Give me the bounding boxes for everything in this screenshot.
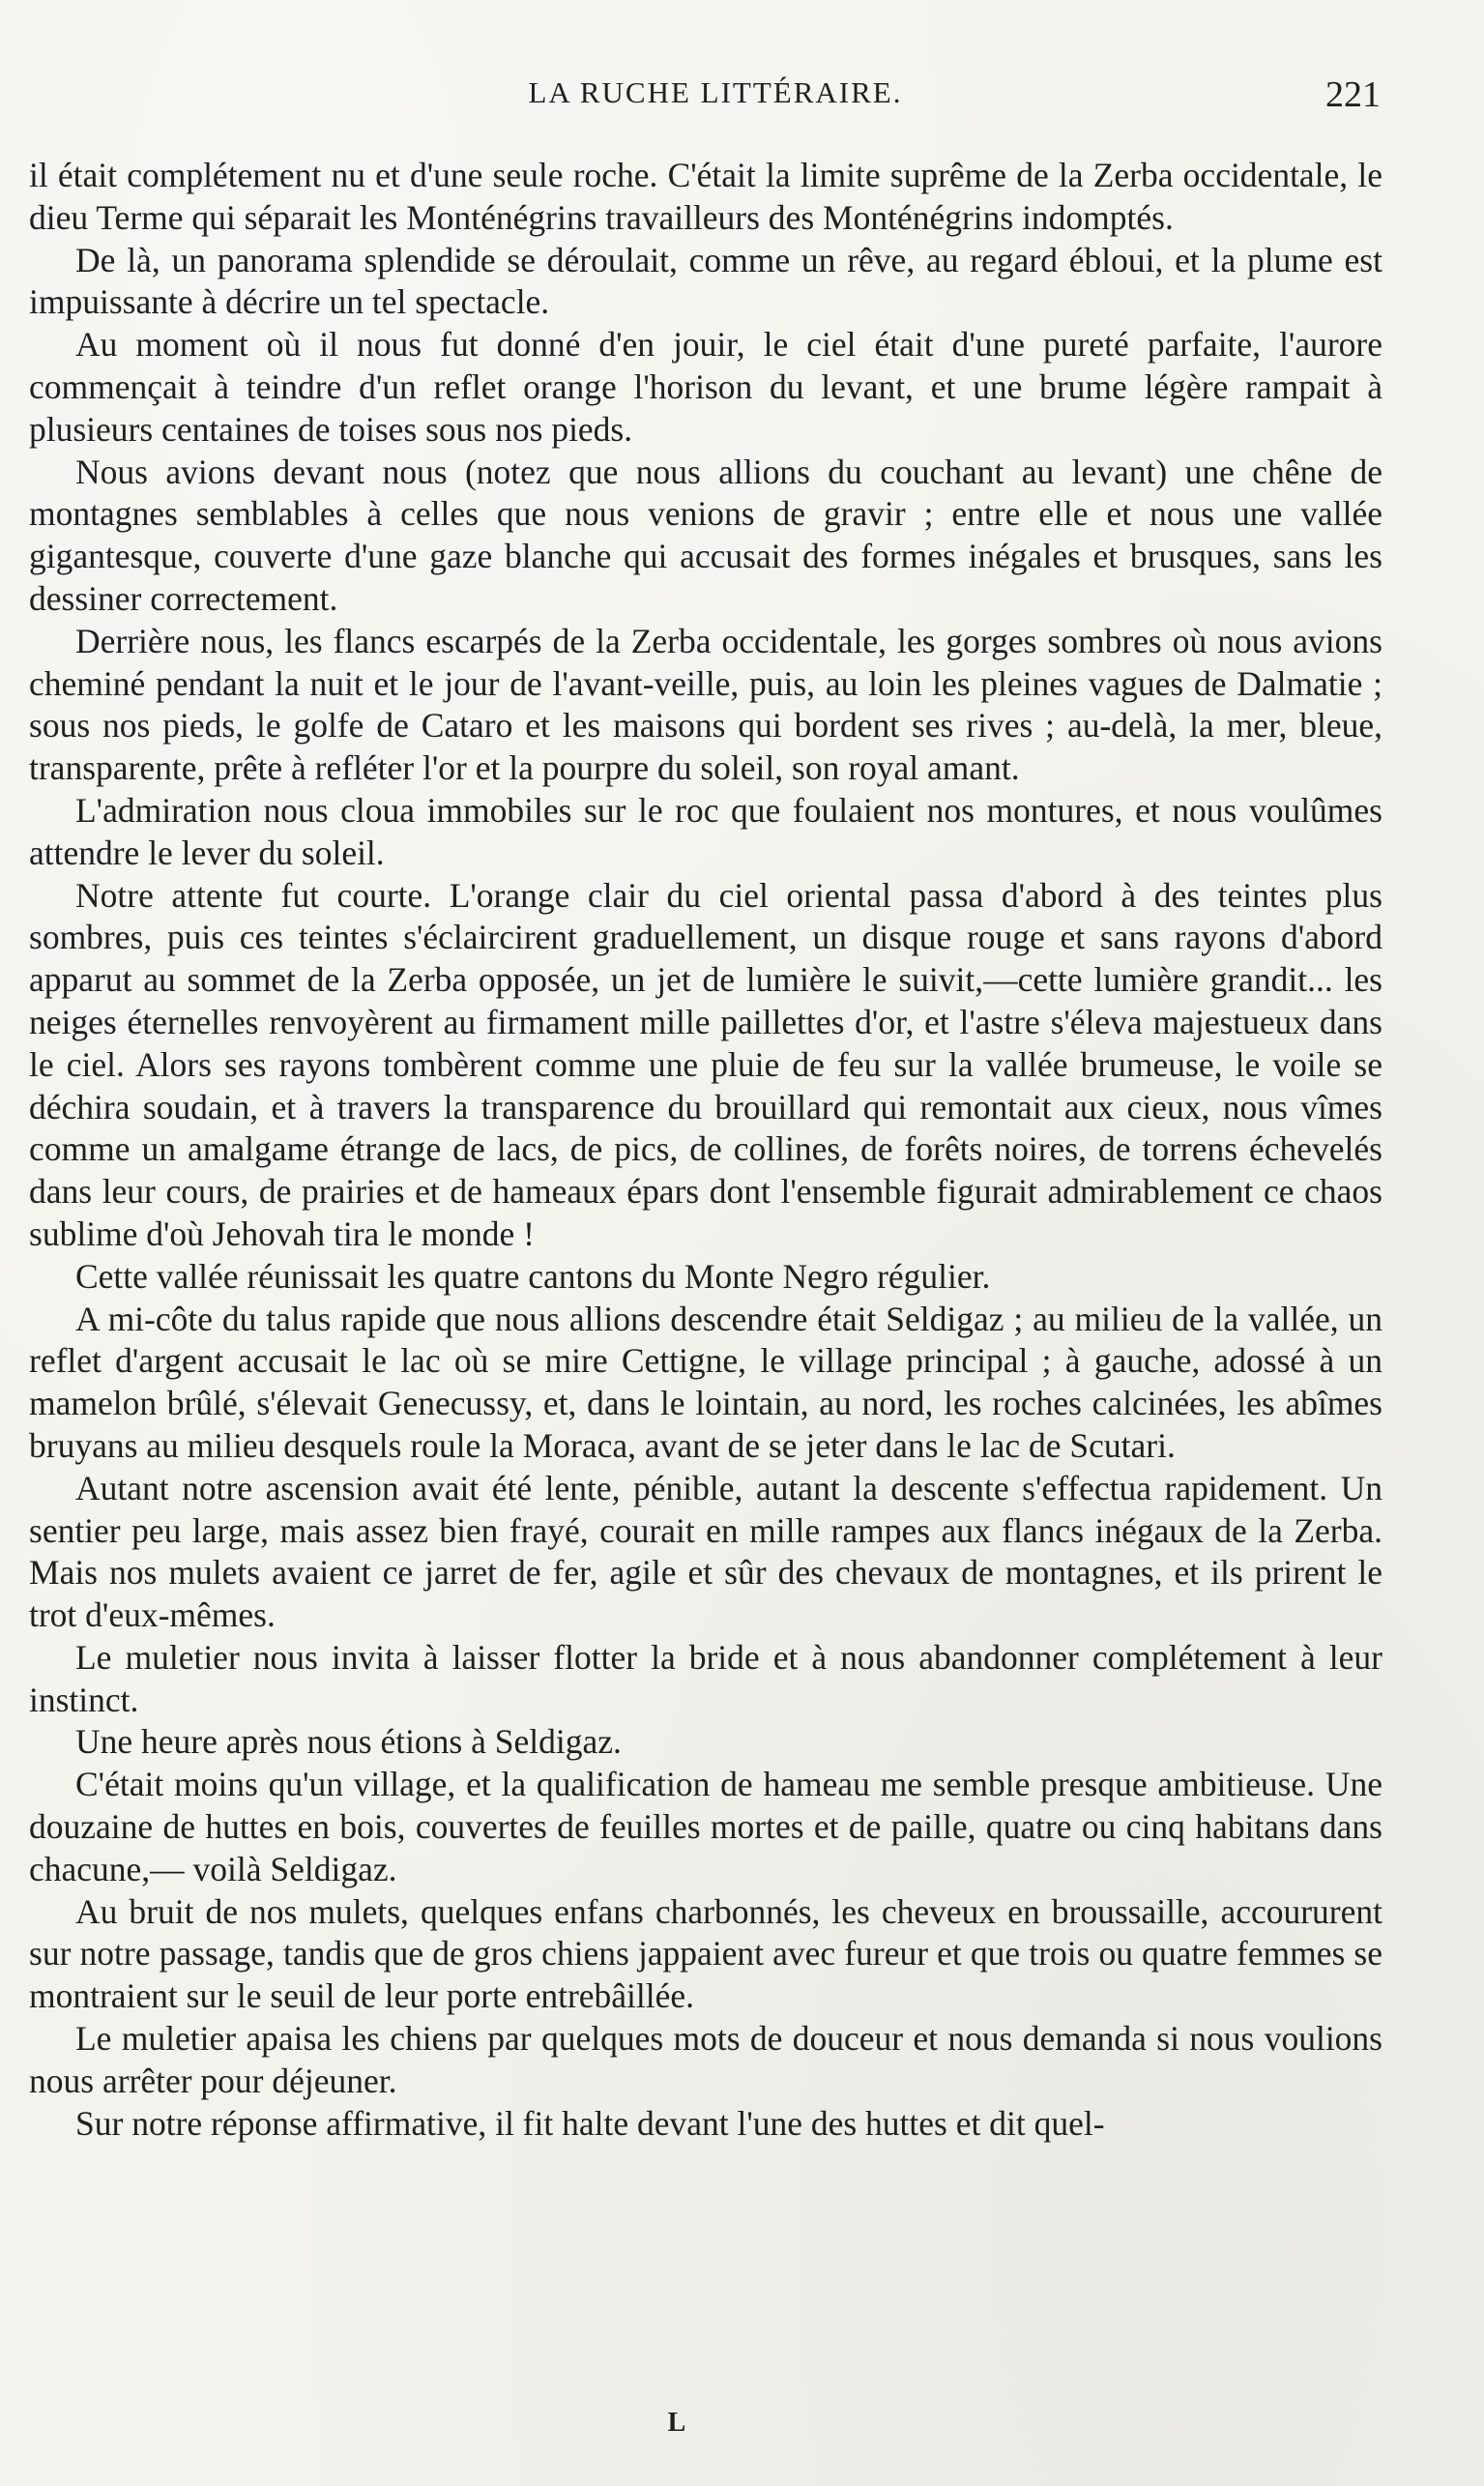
paragraph: il était complétement nu et d'une seule roche. C'était la limite suprême de la Zerba occidentale, le dieu Terme qui séparait les Monténégrins travailleurs des Monténégrins indomptés.	[29, 156, 1382, 237]
paragraph: Derrière nous, les flancs escarpés de la Zerba occidentale, les gorges sombres où nous avions cheminé pendant la nuit et le jour de l'avant-veille, puis, au loin les pleines vagues de Dalmatie ; sous nos pieds, le golfe de Cataro et les maisons qui bordent ses rives ; au-delà, la mer, bleue, transparente, prête à refléter l'or et la pourpre du soleil, son royal amant.	[29, 621, 1382, 788]
paragraph: Cette vallée réunissait les quatre cantons du Monte Negro régulier.	[75, 1256, 991, 1296]
paragraph: Au bruit de nos mulets, quelques enfans charbonnés, les cheveux en broussaille, accoururent sur notre passage, tandis que de gros chiens jappaient avec fureur et que trois ou quatre femmes se montraient sur le seuil de leur porte entrebâillée.	[29, 1891, 1382, 2016]
paragraph: Le muletier apaisa les chiens par quelques mots de douceur et nous demanda si nous voulions nous arrêter pour déjeuner.	[29, 2019, 1382, 2100]
page-header	[39, 75, 1392, 124]
signature-mark: L	[667, 2408, 686, 2438]
page-number: 221	[1325, 74, 1381, 115]
paragraph: De là, un panorama splendide se déroulait, comme un rêve, au regard ébloui, et la plume est impuissante à décrire un tel spectacle.	[29, 240, 1382, 322]
running-title: LA RUCHE LITTÉRAIRE.	[528, 75, 903, 109]
paragraph: Sur notre réponse affirmative, il fit halte devant l'une des huttes et dit quel-	[75, 2103, 1105, 2143]
body-text	[29, 155, 1382, 2145]
paragraph: A mi-côte du talus rapide que nous allions descendre était Seldigaz ; au milieu de la vallée, un reflet d'argent accusait le lac où se mire Cettigne, le village principal ; à gauche, adossé à un mamelon brûlé, s'élevait Genecussy, et, dans le lointain, au nord, les roches calcinées, les abîmes bruyans au milieu desquels roule la Moraca, avant de se jeter dans le lac de Scutari.	[29, 1299, 1382, 1465]
paragraph: Au moment où il nous fut donné d'en jouir, le ciel était d'une pureté parfaite, l'aurore commençait à teindre d'un reflet orange l'horison du levant, et une brume légère rampait à plusieurs centaines de toises sous nos pieds.	[29, 325, 1382, 449]
paragraph: Notre attente fut courte. L'orange clair du ciel oriental passa d'abord à des teintes plus sombres, puis ces teintes s'éclaircirent graduellement, un disque rouge et sans rayons d'abord apparut au sommet de la Zerba opposée, un jet de lumière le suivit,—cette lumière grandit... les neiges éternelles renvoyèrent au firmament mille paillettes d'or, et l'astre s'éleva majestueux dans le ciel. Alors ses rayons tombèrent comme une pluie de feu sur la vallée brumeuse, le voile se déchira soudain, et à travers la transparence du brouillard qui remontait aux cieux, nous vîmes comme un amalgame étrange de lacs, de pics, de collines, de forêts noires, de torrens échevelés dans leur cours, de prairies et de hameaux épars dont l'ensemble figurait admirablement ce chaos sublime d'où Jehovah tira le monde !	[29, 875, 1382, 1253]
paragraph: Le muletier nous invita à laisser flotter la bride et à nous abandonner complétement à leur instinct.	[29, 1637, 1382, 1719]
paragraph: Autant notre ascension avait été lente, pénible, autant la descente s'effectua rapidement. Un sentier peu large, mais assez bien frayé, courait en mille rampes aux flancs inégaux de la Zerba. Mais nos mulets avaient ce jarret de fer, agile et sûr des chevaux de montagnes, et ils prirent le trot d'eux-mêmes.	[29, 1468, 1382, 1635]
paragraph: Nous avions devant nous (notez que nous allions du couchant au levant) une chêne de montagnes semblables à celles que nous venions de gravir ; entre elle et nous une vallée gigantesque, couverte d'une gaze blanche qui accusait des formes inégales et brusques, sans les dessiner correctement.	[29, 452, 1382, 618]
paragraph: C'était moins qu'un village, et la qualification de hameau me semble presque ambitieuse. Une douzaine de huttes en bois, couvertes de feuilles mortes et de paille, quatre ou cinq habitans dans chacune,— voilà Seldigaz.	[29, 1765, 1382, 1888]
paragraph: Une heure après nous étions à Seldigaz.	[75, 1722, 622, 1762]
paragraph: L'admiration nous cloua immobiles sur le roc que foulaient nos montures, et nous voulûmes attendre le lever du soleil.	[29, 790, 1382, 872]
